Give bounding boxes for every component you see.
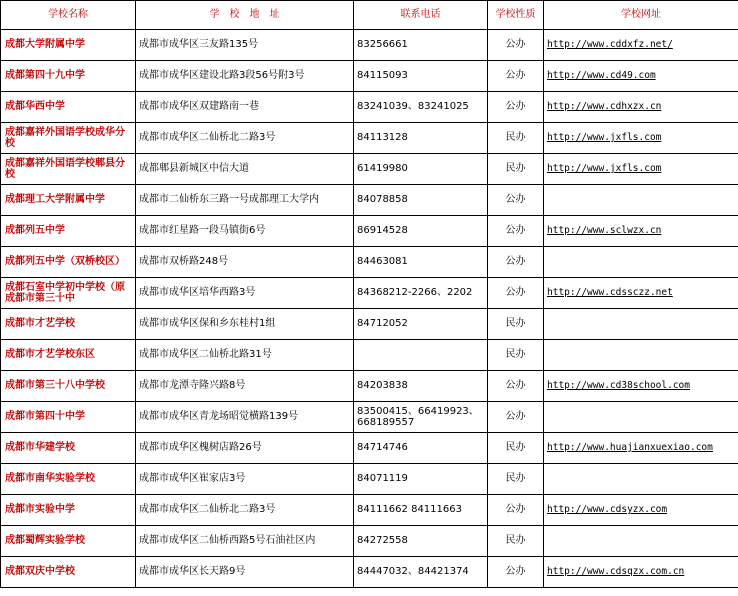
school-type-cell: 公办 [488,557,544,588]
school-name-cell: 成都市实验中学 [1,495,136,526]
school-website-link[interactable]: http://www.jxfls.com [547,132,662,144]
table-row [1,557,738,588]
school-name-cell: 成都第四十九中学 [1,61,136,92]
table-row [1,154,738,185]
school-url-cell [544,340,738,371]
table-row [1,402,738,433]
school-website-link[interactable]: http://www.cddxfz.net/ [547,39,673,51]
phone-cell: 84368212-2266、2202 [354,278,488,309]
school-name-cell: 成都列五中学 [1,216,136,247]
phone-cell: 83241039、83241025 [354,92,488,123]
school-url-cell [544,309,738,340]
phone-cell [354,340,488,371]
school-name-cell: 成都市才艺学校 [1,309,136,340]
school-type-cell: 公办 [488,278,544,309]
phone-cell: 84712052 [354,309,488,340]
school-name-cell: 成都蜀辉实验学校 [1,526,136,557]
school-url-cell [544,433,738,464]
school-url-cell [544,61,738,92]
school-type-cell: 民办 [488,340,544,371]
school-name-cell: 成都大学附属中学 [1,30,136,61]
school-address-cell: 成都市成华区保和乡东桂村1组 [136,309,354,340]
school-type-cell: 公办 [488,185,544,216]
school-type-cell: 民办 [488,433,544,464]
school-type-cell: 民办 [488,123,544,154]
school-url-cell [544,30,738,61]
phone-cell: 83256661 [354,30,488,61]
school-url-cell [544,464,738,495]
school-name-cell: 成都双庆中学校 [1,557,136,588]
school-address-cell: 成都市成华区长天路9号 [136,557,354,588]
school-address-cell: 成都市成华区二仙桥西路5号石油社区内 [136,526,354,557]
school-url-cell [544,557,738,588]
header-school-address: 学 校 地 址 [136,1,354,30]
school-address-cell: 成都市成华区二仙桥北路31号 [136,340,354,371]
school-website-link[interactable]: http://www.huajianxuexiao.com [547,442,713,454]
table-row [1,464,738,495]
school-type-cell: 民办 [488,154,544,185]
school-type-cell: 民办 [488,309,544,340]
school-url-cell [544,92,738,123]
header-school-type: 学校性质 [488,1,544,30]
school-name-cell: 成都市才艺学校东区 [1,340,136,371]
table-row [1,216,738,247]
school-type-cell: 公办 [488,247,544,278]
school-url-cell [544,371,738,402]
school-name-cell: 成都华西中学 [1,92,136,123]
school-website-link[interactable]: http://www.jxfls.com [547,163,662,175]
school-address-cell: 成都市成华区崔家店3号 [136,464,354,495]
school-type-cell: 公办 [488,371,544,402]
school-website-link[interactable]: http://www.cdsyzx.com [547,504,668,516]
table-row [1,185,738,216]
school-type-cell: 公办 [488,92,544,123]
school-type-cell: 公办 [488,216,544,247]
school-name-cell: 成都市第三十八中学校 [1,371,136,402]
school-website-link[interactable]: http://www.cd49.com [547,70,656,82]
table-row [1,340,738,371]
school-website-link[interactable]: http://www.cdssczz.net [547,287,673,299]
school-url-cell [544,216,738,247]
school-url-cell [544,526,738,557]
phone-cell: 86914528 [354,216,488,247]
table-row [1,309,738,340]
school-url-cell [544,278,738,309]
table-row [1,278,738,309]
phone-cell: 84111662 84111663 [354,495,488,526]
phone-cell: 84447032、84421374 [354,557,488,588]
school-address-cell: 成都市成华区培华西路3号 [136,278,354,309]
school-type-cell: 公办 [488,61,544,92]
phone-cell: 84272558 [354,526,488,557]
school-website-link[interactable]: http://www.cdsqzx.com.cn [547,566,685,578]
school-type-cell: 公办 [488,495,544,526]
school-url-cell [544,185,738,216]
table-row [1,433,738,464]
school-address-cell: 成都市成华区二仙桥北二路3号 [136,123,354,154]
header-phone: 联系电话 [354,1,488,30]
school-type-cell: 民办 [488,526,544,557]
phone-cell: 84113128 [354,123,488,154]
school-website-link[interactable]: http://www.cdhxzx.cn [547,101,662,113]
school-website-link[interactable]: http://www.sclwzx.cn [547,225,662,237]
school-address-cell: 成都市成华区青龙场昭觉横路139号 [136,402,354,433]
school-address-cell: 成都郫县新城区中信大道 [136,154,354,185]
school-url-cell [544,247,738,278]
table-row [1,247,738,278]
school-address-cell: 成都市红星路一段马镇街6号 [136,216,354,247]
school-url-cell [544,154,738,185]
phone-cell: 84071119 [354,464,488,495]
school-url-cell [544,123,738,154]
table-row [1,526,738,557]
phone-cell: 84078858 [354,185,488,216]
school-address-cell: 成都市成华区三友路135号 [136,30,354,61]
header-school-name: 学校名称 [1,1,136,30]
school-type-cell: 公办 [488,402,544,433]
school-address-cell: 成都市成华区二仙桥北二路3号 [136,495,354,526]
table-row [1,123,738,154]
phone-cell: 61419980 [354,154,488,185]
school-address-cell: 成都市二仙桥东三路一号成都理工大学内 [136,185,354,216]
table-row [1,61,738,92]
header-school-url: 学校网址 [544,1,738,30]
table-row [1,495,738,526]
school-url-cell [544,402,738,433]
school-name-cell: 成都市华建学校 [1,433,136,464]
table-row [1,92,738,123]
school-type-cell: 公办 [488,30,544,61]
school-name-cell: 成都嘉祥外国语学校成华分校 [1,123,136,154]
table-row [1,30,738,61]
school-address-cell: 成都市龙潭寺隆兴路8号 [136,371,354,402]
school-address-cell: 成都市双桥路248号 [136,247,354,278]
table-row [1,371,738,402]
school-address-cell: 成都市成华区槐树店路26号 [136,433,354,464]
school-name-cell: 成都市南华实验学校 [1,464,136,495]
school-name-cell: 成都理工大学附属中学 [1,185,136,216]
phone-cell: 84203838 [354,371,488,402]
school-name-cell: 成都列五中学（双桥校区） [1,247,136,278]
school-name-cell: 成都嘉祥外国语学校郫县分校 [1,154,136,185]
school-address-cell: 成都市成华区双建路南一巷 [136,92,354,123]
header-row [1,1,738,30]
phone-cell: 83500415、66419923、668189557 [354,402,488,433]
phone-cell: 84115093 [354,61,488,92]
phone-cell: 84463081 [354,247,488,278]
school-address-cell: 成都市成华区建设北路3段56号附3号 [136,61,354,92]
school-website-link[interactable]: http://www.cd38school.com [547,380,690,392]
phone-cell: 84714746 [354,433,488,464]
school-name-cell: 成都石室中学初中学校（原成都市第三十中 [1,278,136,309]
school-url-cell [544,495,738,526]
school-type-cell: 民办 [488,464,544,495]
school-name-cell: 成都市第四十中学 [1,402,136,433]
